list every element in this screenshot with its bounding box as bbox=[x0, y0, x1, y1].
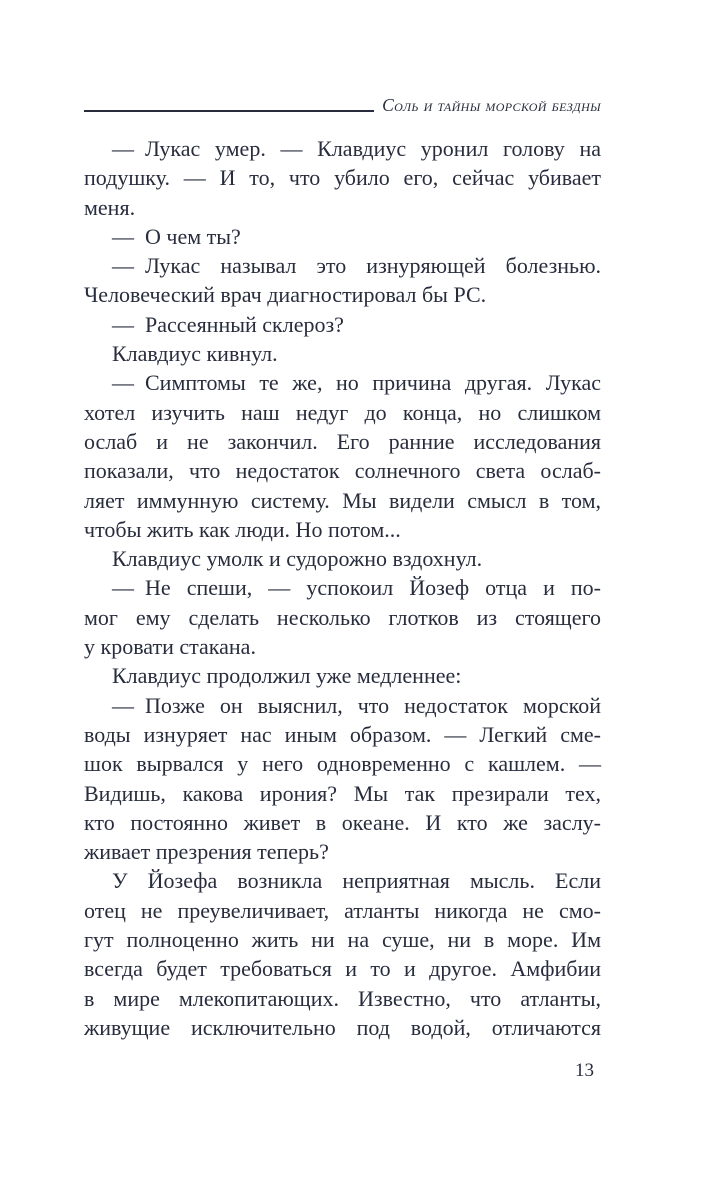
page-number: 13 bbox=[575, 1060, 594, 1081]
text-line: показали, что недостаток солнечного света ослаб- bbox=[84, 458, 601, 484]
text-line: в мире млекопитающих. Известно, что атланты, bbox=[84, 985, 601, 1011]
text-line: отец не преувеличивает, атланты никогда не смо- bbox=[84, 897, 601, 923]
text-line: У Йозефа возникла неприятная мысль. Если bbox=[112, 868, 601, 894]
paragraph bbox=[84, 339, 601, 368]
text-line: — Не спеши, — успокоил Йозеф отца и по- bbox=[112, 575, 601, 601]
text-line: мог ему сделать несколько глотков из стоящего bbox=[84, 604, 601, 630]
text-line: живает презрения теперь? bbox=[84, 839, 329, 865]
paragraph bbox=[84, 691, 601, 867]
page-body bbox=[84, 134, 601, 1042]
text-line: Человеческий врач диагностировал бы РС. bbox=[84, 282, 487, 308]
text-line: хотел изучить наш недуг до конца, но слишком bbox=[84, 399, 601, 425]
text-line: Клавдиус умолк и судорожно вздохнул. bbox=[112, 546, 483, 572]
paragraph bbox=[84, 573, 601, 661]
paragraph bbox=[84, 544, 601, 573]
paragraph bbox=[84, 866, 601, 1042]
text-line: — Позже он выяснил, что недостаток морской bbox=[112, 692, 601, 718]
text-line: Видишь, какова ирония? Мы так презирали тех, bbox=[84, 780, 601, 806]
paragraph bbox=[84, 134, 601, 222]
paragraph bbox=[84, 368, 601, 544]
text-line: — Симптомы те же, но причина другая. Лукас bbox=[112, 370, 601, 396]
header-rule bbox=[84, 110, 374, 112]
text-line: Клавдиус кивнул. bbox=[112, 341, 278, 367]
paragraph bbox=[84, 251, 601, 310]
paragraph bbox=[84, 661, 601, 690]
text-line: — Рассеянный склероз? bbox=[112, 311, 344, 337]
text-line: живущие исключительно под водой, отличаются bbox=[84, 1014, 601, 1040]
paragraph bbox=[84, 222, 601, 251]
text-line: меня. bbox=[84, 194, 136, 220]
text-line: Клавдиус продолжил уже медленнее: bbox=[112, 663, 462, 689]
text-line: воды изнуряет нас иным образом. — Легкий сме- bbox=[84, 721, 601, 747]
text-line: всегда будет требоваться и то и другое. Амфибии bbox=[84, 956, 601, 982]
running-header bbox=[84, 94, 601, 116]
text-line: — Лукас умер. — Клавдиус уронил голову на bbox=[112, 136, 601, 161]
text-line: ляет иммунную систему. Мы видели смысл в том, bbox=[84, 487, 601, 513]
text-line: кто постоянно живет в океане. И кто же заслу- bbox=[84, 809, 601, 835]
text-line: — О чем ты? bbox=[112, 223, 241, 249]
paragraph bbox=[84, 310, 601, 339]
text-line: — Лукас называл это изнуряющей болезнью. bbox=[112, 253, 601, 279]
text-line: гут полноценно жить ни на суше, ни в море. Им bbox=[84, 927, 601, 953]
text-line: чтобы жить как люди. Но потом... bbox=[84, 516, 401, 542]
text-line: ослаб и не закончил. Его ранние исследования bbox=[84, 428, 601, 454]
text-line: подушку. — И то, что убило его, сейчас убивает bbox=[84, 165, 601, 191]
text-line: у кровати стакана. bbox=[84, 634, 256, 660]
running-title: Соль и тайны морской бездны bbox=[382, 95, 601, 115]
text-line: шок вырвался у него одновременно с кашлем. — bbox=[84, 751, 601, 777]
